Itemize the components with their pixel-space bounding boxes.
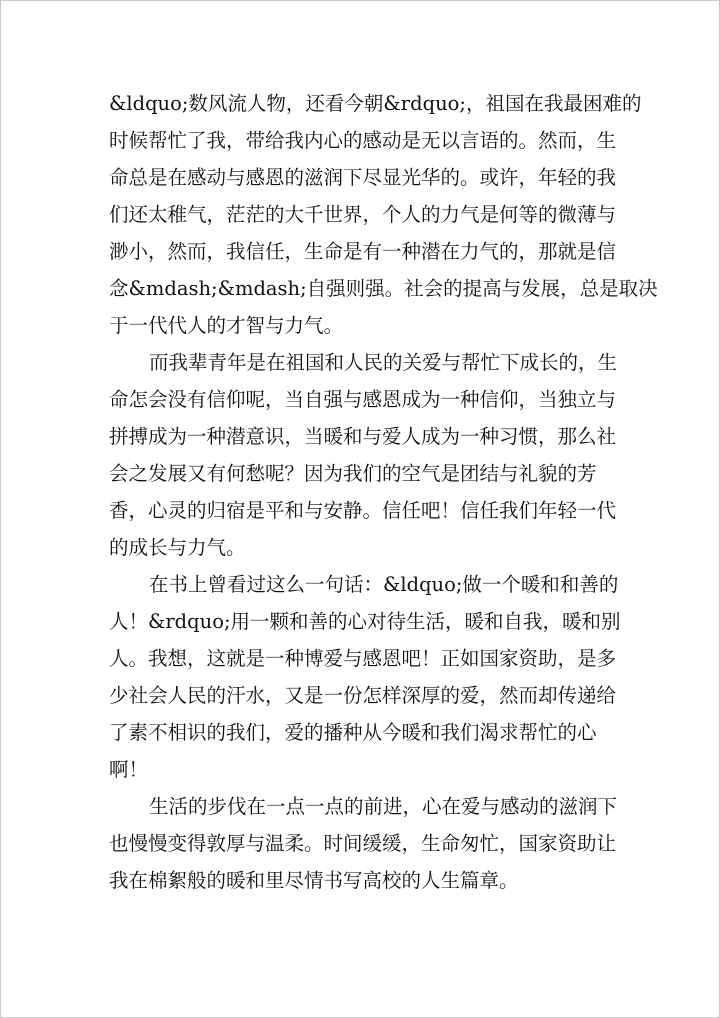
text-line: 在书上曾看过这么一句话：&ldquo;做一个暖和和善的	[149, 573, 619, 596]
text-line: 时候帮忙了我，带给我内心的感动是无以言语的。然而，生	[109, 129, 617, 152]
paragraph-2	[109, 344, 618, 566]
text-line: 人！&rdquo;用一颗和善的心对待生活，暖和自我，暖和别	[109, 610, 621, 633]
text-line: 我在棉絮般的暖和里尽情书写高校的人生篇章。	[109, 869, 519, 892]
text-line: 的成长与力气。	[109, 536, 246, 559]
text-line: 渺小，然而，我信任，生命是有一种潜在力气的，那就是信	[109, 240, 617, 263]
text-line: 而我辈青年是在祖国和人民的关爱与帮忙下成长的，生	[149, 351, 618, 374]
text-line: 拼搏成为一种潜意识，当暖和与爱人成为一种习惯，那么社	[109, 425, 617, 448]
text-line: 香，心灵的归宿是平和与安静。信任吧！信任我们年轻一代	[109, 499, 617, 522]
text-line: 生活的步伐在一点一点的前进，心在爱与感动的滋润下	[149, 795, 618, 818]
text-line: 也慢慢变得敦厚与温柔。时间缓缓，生命匆忙，国家资助让	[109, 832, 617, 855]
text-line: &ldquo;数风流人物，还看今朝&rdquo;，祖国在我最困难的	[109, 92, 642, 115]
text-line: 命怎会没有信仰呢，当自强与感恩成为一种信仰，当独立与	[109, 388, 617, 411]
text-line: 念&mdash;&mdash;自强则强。社会的提高与发展，总是取决	[109, 277, 658, 300]
text-line: 了素不相识的我们，爱的播种从今暖和我们渴求帮忙的心	[109, 721, 597, 744]
paragraph-4	[109, 788, 618, 899]
text-line: 啊！	[109, 758, 149, 781]
text-line: 人。我想，这就是一种博爱与感恩吧！正如国家资助，是多	[109, 647, 617, 670]
text-line: 于一代代人的才智与力气。	[109, 314, 344, 337]
text-line: 会之发展又有何愁呢？因为我们的空气是团结与礼貌的芳	[109, 462, 597, 485]
text-line: 少社会人民的汗水，又是一份怎样深厚的爱，然而却传递给	[109, 684, 617, 707]
document-body	[109, 85, 658, 899]
text-line: 命总是在感动与感恩的滋润下尽显光华的。或许，年轻的我	[109, 166, 617, 189]
paragraph-1	[109, 85, 658, 344]
paragraph-3	[109, 566, 621, 788]
text-line: 们还太稚气，茫茫的大千世界，个人的力气是何等的微薄与	[109, 203, 617, 226]
